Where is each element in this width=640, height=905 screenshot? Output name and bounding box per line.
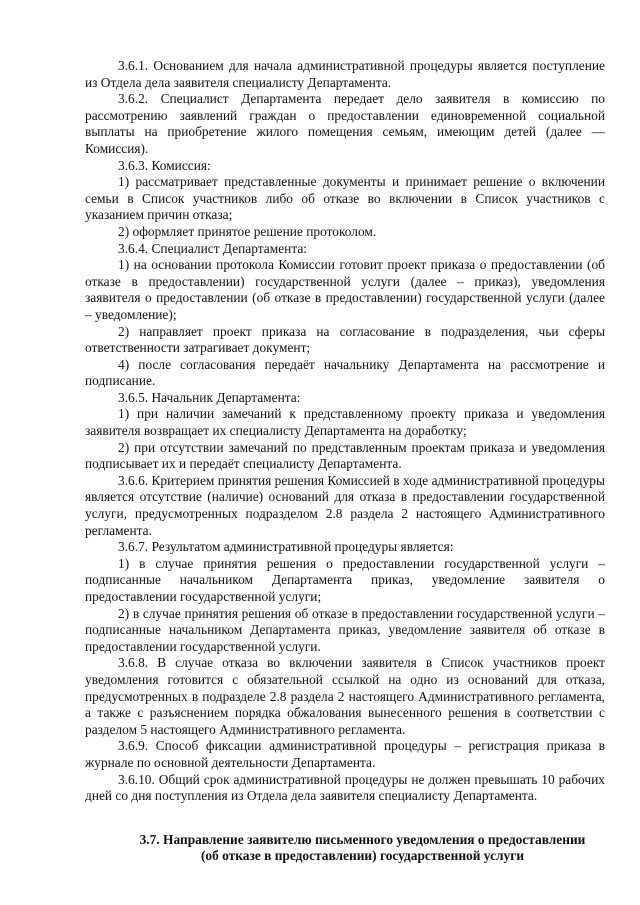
paragraph-3-6-5-item-1: 1) при наличии замечаний к представленному проекту приказа и уведомления заявителя возвращает их специалисту Департамента на доработку; xyxy=(85,406,605,439)
paragraph-3-6-4-item-2: 2) направляет проект приказа на согласование в подразделения, чьи сферы ответственности затрагивает документ; xyxy=(85,323,605,356)
paragraph-3-6-8: 3.6.8. В случае отказа во включении заявителя в Список участников проект уведомления готовится с обязательной ссылкой на одно из оснований для отказа, предусмотренных в подразделе 2.8 раздела 2 настоящего Административного регламента, а также с разъяснением порядка обжалования вынесенного решения в соответствии с разделом 5 настоящего Административного регламента. xyxy=(85,655,605,737)
paragraph-3-6-9: 3.6.9. Способ фиксации административной процедуры – регистрация приказа в журнале по основной деятельности Департамента. xyxy=(85,738,605,770)
paragraph-3-6-10: 3.6.10. Общий срок административной процедуры не должен превышать 10 рабочих дней со дня поступления из Отдела дела заявителя специалисту Департамента. xyxy=(85,771,605,804)
paragraph-3-6-3-item-1: 1) рассматривает представленные документы и принимает решение о включении семьи в Список участников либо об отказе во включении в Список участников с указанием причин отказа; xyxy=(85,174,605,223)
paragraph-3-6-3: 3.6.3. Комиссия: xyxy=(118,157,211,173)
paragraph-3-6-6: 3.6.6. Критерием принятия решения Комиссией в ходе административной процедуры является отсутствие (наличие) оснований для отказа в предоставлении государственной услуги, предусмотренных подразделом 2.8 раздела 2 настоящего Административного регламента. xyxy=(85,472,605,538)
section-heading-line-1: 3.7. Направление заявителю письменного уведомления о предоставлении xyxy=(139,831,586,847)
paragraph-3-6-7: 3.6.7. Результатом административной процедуры является: xyxy=(118,539,454,555)
paragraph-3-6-7-item-2: 2) в случае принятия решения об отказе в предоставлении государственной услуги – подписанные начальником Департамента приказ, уведомление заявителя об отказе в предоставлении государственной услуги. xyxy=(85,605,605,654)
paragraph-3-6-1: 3.6.1. Основанием для начала административной процедуры является поступление из Отдела дела заявителя специалисту Департамента. xyxy=(85,58,605,90)
paragraph-3-6-7-item-1: 1) в случае принятия решения о предоставлении государственной услуги – подписанные начальником Департамента приказ, уведомление заявителя о предоставлении государственной услуги; xyxy=(85,555,605,604)
paragraph-3-6-3-item-2: 2) оформляет принятое решение протоколом. xyxy=(118,223,377,239)
section-heading-3-7 xyxy=(85,832,605,865)
paragraph-3-6-5: 3.6.5. Начальник Департамента: xyxy=(118,389,301,405)
section-heading-line-2: (об отказе в предоставлении) государственной услуги xyxy=(200,848,525,864)
paragraph-3-6-4-item-1: 1) на основании протокола Комиссии готовит проект приказа о предоставлении (об отказе в предоставлении) государственной услуги (далее – приказ), уведомления заявителя о предоставлении (об отказе в предоставлении) государственной услуги (далее – уведомление); xyxy=(85,257,605,322)
paragraph-3-6-4-item-4: 4) после согласования передаёт начальнику Департамента на рассмотрение и подписание. xyxy=(85,356,605,389)
paragraph-3-6-2: 3.6.2. Специалист Департамента передает дело заявителя в комиссию по рассмотрению заявлений граждан о предоставлении единовременной социальной выплаты на приобретение жилого помещения семьям, имеющим детей (далее — Комиссия). xyxy=(85,91,605,156)
paragraph-3-6-4: 3.6.4. Специалист Департамента: xyxy=(118,240,307,256)
document-page xyxy=(85,58,605,865)
paragraph-3-6-5-item-2: 2) при отсутствии замечаний по представленным проектам приказа и уведомления подписывает их и передаёт специалисту Департамента. xyxy=(85,439,605,472)
